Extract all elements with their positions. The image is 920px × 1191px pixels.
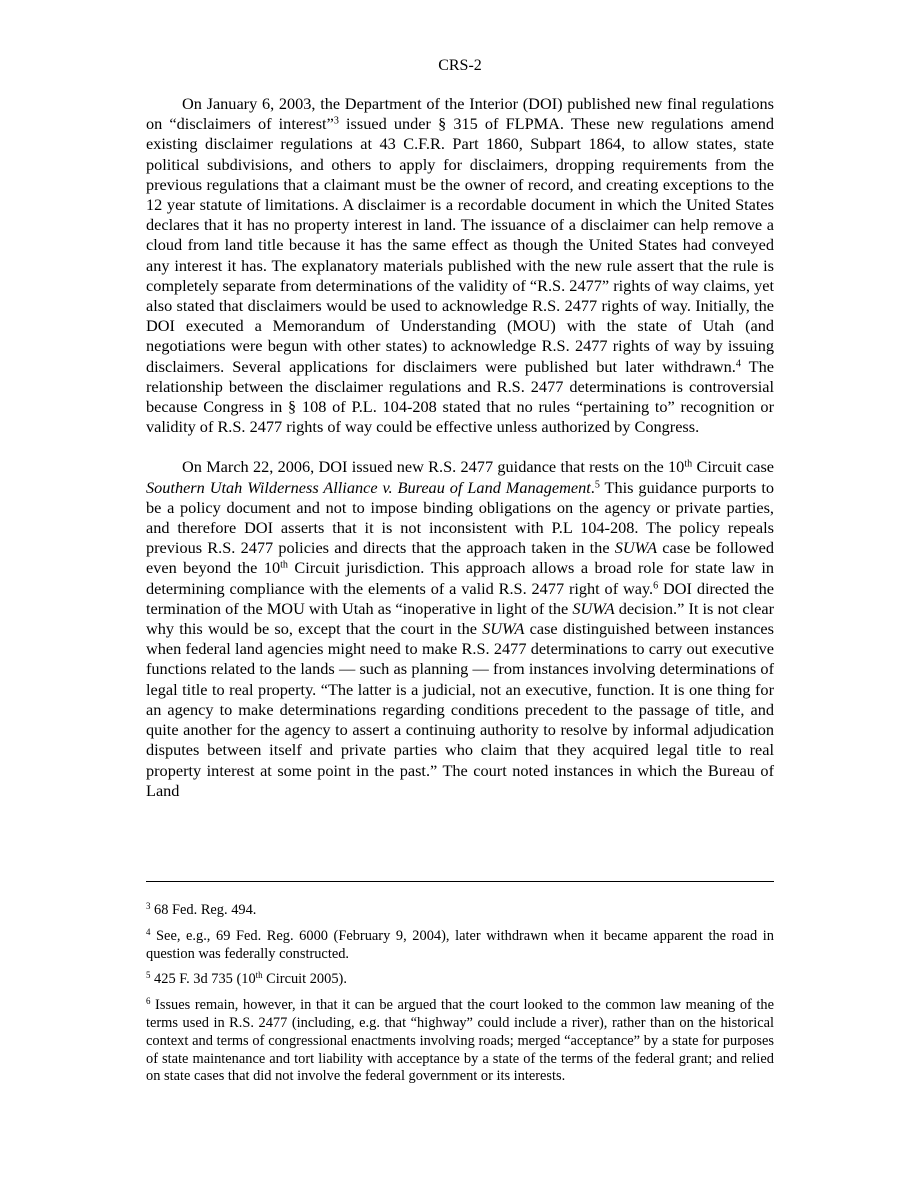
footnote xyxy=(146,997,774,1086)
text-run: decision.” It is not clear why this would be so, except that the court in the xyxy=(146,598,775,639)
footnote-reference: 6 xyxy=(653,580,659,592)
text-run: Circuit case xyxy=(692,457,775,477)
text-run: 425 F. 3d 735 (10 xyxy=(150,971,256,988)
text-run: DOI directed the termination of the MOU with Utah as “inoperative in light of the xyxy=(146,578,775,618)
text-run: See, e.g., 69 Fed. Reg. 6000 (February 9, 2004), later withdrawn when it became apparent the road in question was federally constructed. xyxy=(146,927,774,962)
footnote xyxy=(146,902,774,920)
footnote-reference: 4 xyxy=(735,358,741,370)
text-run: issued under § 315 of FLPMA. These new regulations amend existing disclaimer regulations at 43 C.F.R. Part 1860, Subpart 1864, to allow states, state political subdivisions, and others to apply for disclaimers, dropping requirements from the previous regulations that a claimant must be the owner of record, and creating exceptions to the 12 year statute of limitations. A disclaimer is a recordable document in which the United States declares that it has no property interest in land. The issuance of a disclaimer can help remove a cloud from land title because it has the same effect as though the United States had conveyed any interest it has. The explanatory materials published with the new rule assert that the rule is completely separate from determinations of the validity of “R.S. 2477” rights of way claims, yet also stated that disclaimers would be used to acknowledge R.S. 2477 rights of way. Initially, the DOI executed a Memorandum of Understanding (MOU) with the state of Utah (and negotiations were begun with other states) to acknowledge R.S. 2477 rights of way by issuing disclaimers. Several applications for disclaimers were published but later withdrawn. xyxy=(146,114,775,376)
footnote-reference: th xyxy=(280,559,288,571)
footnote-reference: 3 xyxy=(333,115,339,127)
italic-text: Southern Utah Wilderness Alliance v. Bureau of Land Management xyxy=(146,477,591,497)
text-run: case be followed even beyond the 10 xyxy=(146,538,775,578)
footnote xyxy=(146,928,774,964)
footnote-reference: 5 xyxy=(146,970,151,981)
footnote-reference: 6 xyxy=(146,996,151,1007)
text-run: Circuit jurisdiction. This approach allows a broad role for state law in determining compliance with the elements of a valid R.S. 2477 right of way. xyxy=(146,558,774,598)
paragraph xyxy=(146,457,774,800)
footnote-divider xyxy=(146,881,774,882)
text-run: On January 6, 2003, the Department of the Interior (DOI) published new final regulations on “disclaimers of interest” xyxy=(146,94,774,134)
text-run: Circuit 2005). xyxy=(262,971,347,988)
text-run: . xyxy=(590,477,595,497)
italic-text: SUWA xyxy=(614,538,658,558)
footnote-reference: th xyxy=(255,970,263,981)
footnote-reference: 3 xyxy=(146,901,151,912)
text-run: This guidance purports to be a policy document and not to impose binding obligations on the agency or private parties, and therefore DOI asserts that it is not inconsistent with P.L 104-208. The policy repeals previous R.S. 2477 policies and directs that the approach taken in the xyxy=(146,477,774,558)
text-run: case distinguished between instances when federal land agencies might need to make R.S. 2477 determinations to carry out executive functions related to the lands — such as planning — from instances involving determinations of legal title to real property. “The latter is a judicial, not an executive, function. It is one thing for an agency to make determinations regarding conditions precedent to the passage of title, and quite another for the agency to assert a continuing authority to resolve by informal adjudication disputes between itself and private parties who claim that they acquired legal title to real property interest at some point in the past.” The court noted instances in which the Bureau of Land xyxy=(146,619,774,800)
footnote-reference: 4 xyxy=(146,926,151,937)
italic-text: SUWA xyxy=(572,598,615,618)
paragraph xyxy=(146,94,774,437)
text-run: Issues remain, however, in that it can be argued that the court looked to the common law meaning of the terms used in R.S. 2477 (including, e.g. that “highway” could include a river), rather than on the historical context and terms of congressional enactments involving roads; merged “acceptance” by a state for purposes of state maintenance and tort liability with acceptance by a state of the terms of the federal grant; and relied on state cases that did not involve the federal government or its interests. xyxy=(146,997,774,1085)
italic-text: SUWA xyxy=(482,619,525,639)
text-run: On March 22, 2006, DOI issued new R.S. 2477 guidance that rests on the 10 xyxy=(182,457,685,477)
text-run: 68 Fed. Reg. 494. xyxy=(150,902,257,918)
text-run: The relationship between the disclaimer regulations and R.S. 2477 determinations is controversial because Congress in § 108 of P.L. 104-208 stated that no rules “pertaining to” recognition or validity of R.S. 2477 rights of way could be effective unless authorized by Congress. xyxy=(146,356,774,437)
body-text xyxy=(146,94,774,821)
footnote xyxy=(146,971,774,989)
footnotes-section xyxy=(146,881,774,1094)
footnote-reference: 5 xyxy=(594,479,600,491)
page-header: CRS-2 xyxy=(438,57,482,74)
footnote-reference: th xyxy=(684,458,693,470)
